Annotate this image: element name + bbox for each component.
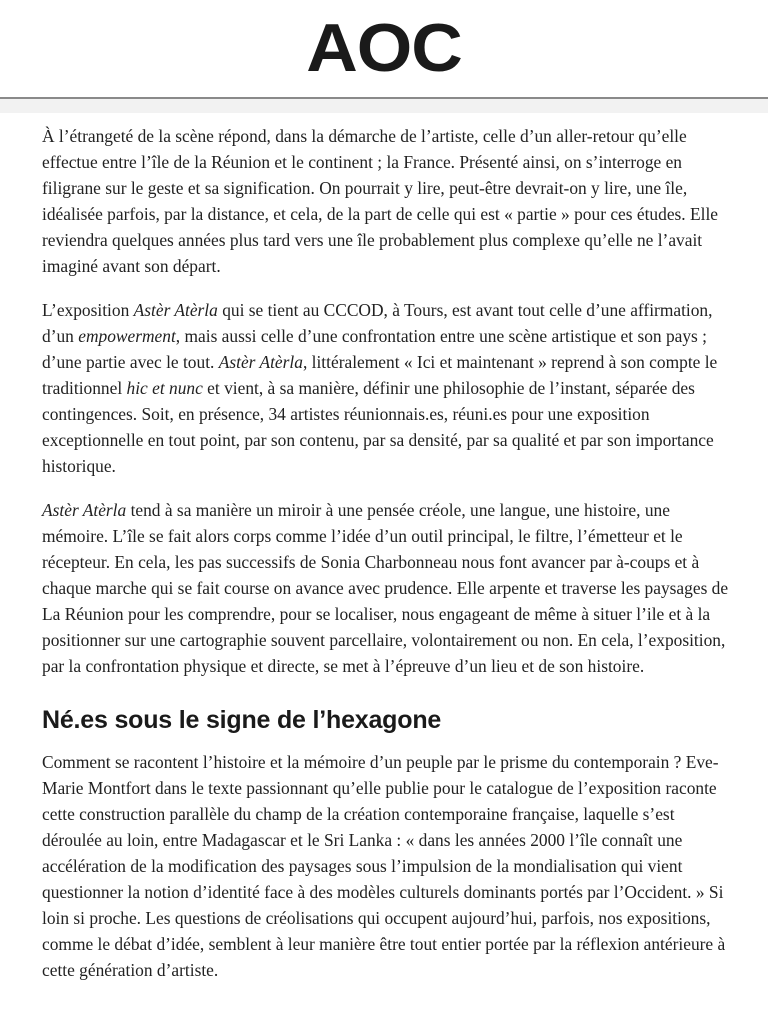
- text-span: tend à sa manière un miroir à une pensée créole, une langue, une histoire, une mémoire. L’île se fait alors corps comme l’idée d’un outil principal, le filtre, l’émetteur et le récepteur. En cela, les pas successifs de Sonia Charbonneau nous font avancer par à-coups et à chaque marche qui se fait course on avance avec prudence. Elle arpente et traverse les paysages de La Réunion pour les comprendre, pour se localiser, nous engageant de même à situer l’ile et à la positionner sur une cartographie souvent parcellaire, volontairement ou non. En cela, l’exposition, par la confrontation physique et directe, se met à l’épreuve d’un lieu et de son histoire.: [42, 500, 729, 676]
- text-span: et vient, à sa manière, définir une philosophie de l’instant, séparée des contingences. Soit, en présence, 34 artistes réunionnais.es, réuni.es pour une exposition exceptionnelle en tout point, par son contenu, par sa densité, par sa qualité et par son importance historique.: [42, 378, 714, 476]
- site-header: [0, 0, 768, 99]
- paragraph-4: Comment se racontent l’histoire et la mémoire d’un peuple par le prisme du contemporain ? Eve-Marie Montfort dans le texte passionnant qu’elle publie pour le catalogue de l’exposition raconte cette construction parallèle du champ de la création contemporaine française, laquelle s’est déroulée au loin, entre Madagascar et le Sri Lanka : « dans les années 2000 l’île connaît une accélération de la modification des paysages sous l’impulsion de la mondialisation qui vient questionner la notion d’identité face à des modèles culturels dominants portés par l’Occident. » Si loin si proche. Les questions de créolisations qui occupent aujourd’hui, parfois, nos expositions, comme le débat d’idée, semblent à leur manière être tout entier portée par la réflexion antérieure à cette génération d’artiste.: [42, 752, 726, 980]
- text-span: qui se tient au CCCOD, à Tours, est avant tout celle d’une affirmation, d’un: [42, 300, 713, 346]
- text-span: , littéralement « Ici et maintenant » reprend à son compte le traditionnel: [42, 352, 718, 398]
- italic-term: hic et nunc: [126, 378, 203, 398]
- section-heading: Né.es sous le signe de l’hexagone: [42, 706, 442, 734]
- paragraph-2: [42, 297, 738, 479]
- paragraph-1: À l’étrangeté de la scène répond, dans la démarche de l’artiste, celle d’un aller-retour qu’elle effectue entre l’île de la Réunion et le continent ; la France. Présenté ainsi, on s’interroge en filigrane sur le geste et sa signification. On pourrait y lire, peut-être devrait-on y lire, une île, idéalisée parfois, par la distance, et cela, de la part de celle qui est « partie » pour ces études. Elle reviendra quelques années plus tard vers une île probablement plus complexe qu’elle ne l’avait imaginé avant son départ.: [42, 126, 719, 276]
- italic-title: Astèr Atèrla: [133, 300, 218, 320]
- aoc-logo[interactable]: AOC: [306, 10, 462, 86]
- header-divider-band: [0, 99, 768, 113]
- text-span: , mais aussi celle d’une confrontation entre une scène artistique et son pays ; d’une partie avec le tout.: [42, 326, 708, 372]
- italic-title: Astèr Atèrla: [42, 500, 127, 520]
- paragraph-3: [42, 497, 738, 679]
- italic-term: empowerment: [78, 326, 176, 346]
- italic-title: Astèr Atèrla: [218, 352, 303, 372]
- text-span: L’exposition: [42, 300, 134, 320]
- article-body: [0, 113, 768, 983]
